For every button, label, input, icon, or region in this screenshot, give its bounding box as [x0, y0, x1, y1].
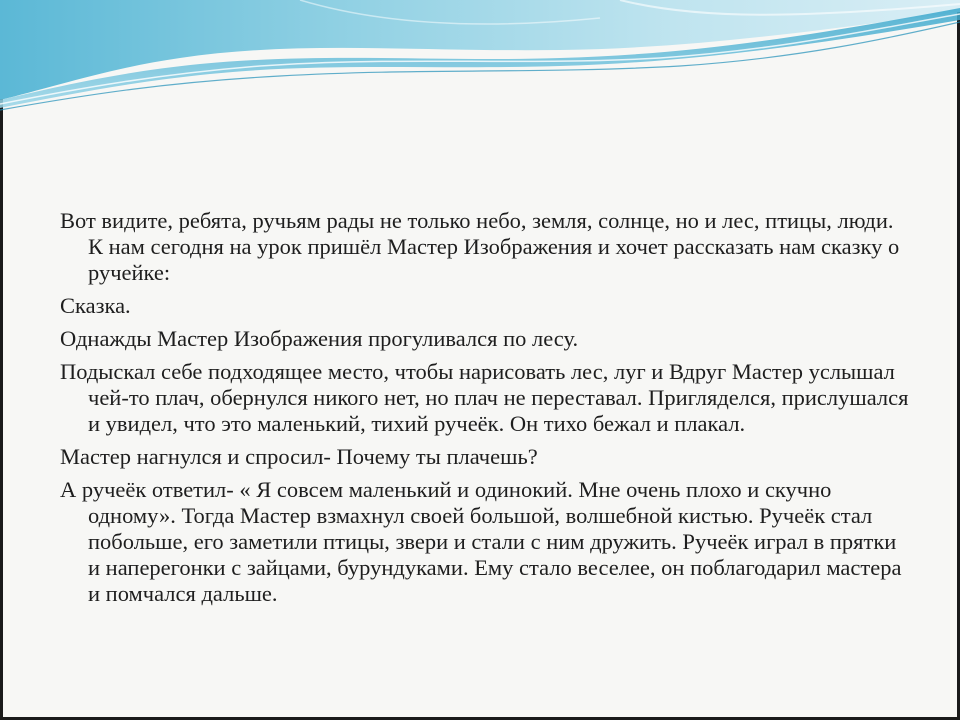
- paragraph-intro: Вот видите, ребята, ручьям рады не только небо, земля, солнце, но и лес, птицы, люди. К нам сегодня на урок пришёл Мастер Изображения и хочет рассказать нам сказку о ручейке:: [60, 208, 900, 285]
- paragraph-story-crying: Подыскал себе подходящее место, чтобы нарисовать лес, луг и Вдруг Мастер услышал чей-то плач, обернулся никого нет, но плач не переставал. Пригляделся, прислушался и увидел, что это маленький, тихий ручеёк. Он тихо бежал и плакал.: [60, 359, 909, 436]
- paragraph-story-question: Мастер нагнулся и спросил- Почему ты плачешь?: [60, 444, 538, 469]
- wave-header-decoration: [0, 0, 960, 120]
- paragraph-story-answer: А ручеёк ответил- « Я совсем маленький и одинокий. Мне очень плохо и скучно одному». Тогда Мастер взмахнул своей большой, волшебной кистью. Ручеёк стал побольше, его заметили птицы, звери и стали с ним дружить. Ручеёк играл в прятки и наперегонки с зайцами, бурундуками. Ему стало веселее, он поблагодарил мастера и помчался дальше.: [60, 477, 902, 606]
- paragraph-story-start: Однажды Мастер Изображения прогуливался по лесу.: [60, 326, 579, 351]
- slide-body-text: [60, 208, 910, 614]
- paragraph-title-fairy-tale: Сказка.: [60, 293, 131, 318]
